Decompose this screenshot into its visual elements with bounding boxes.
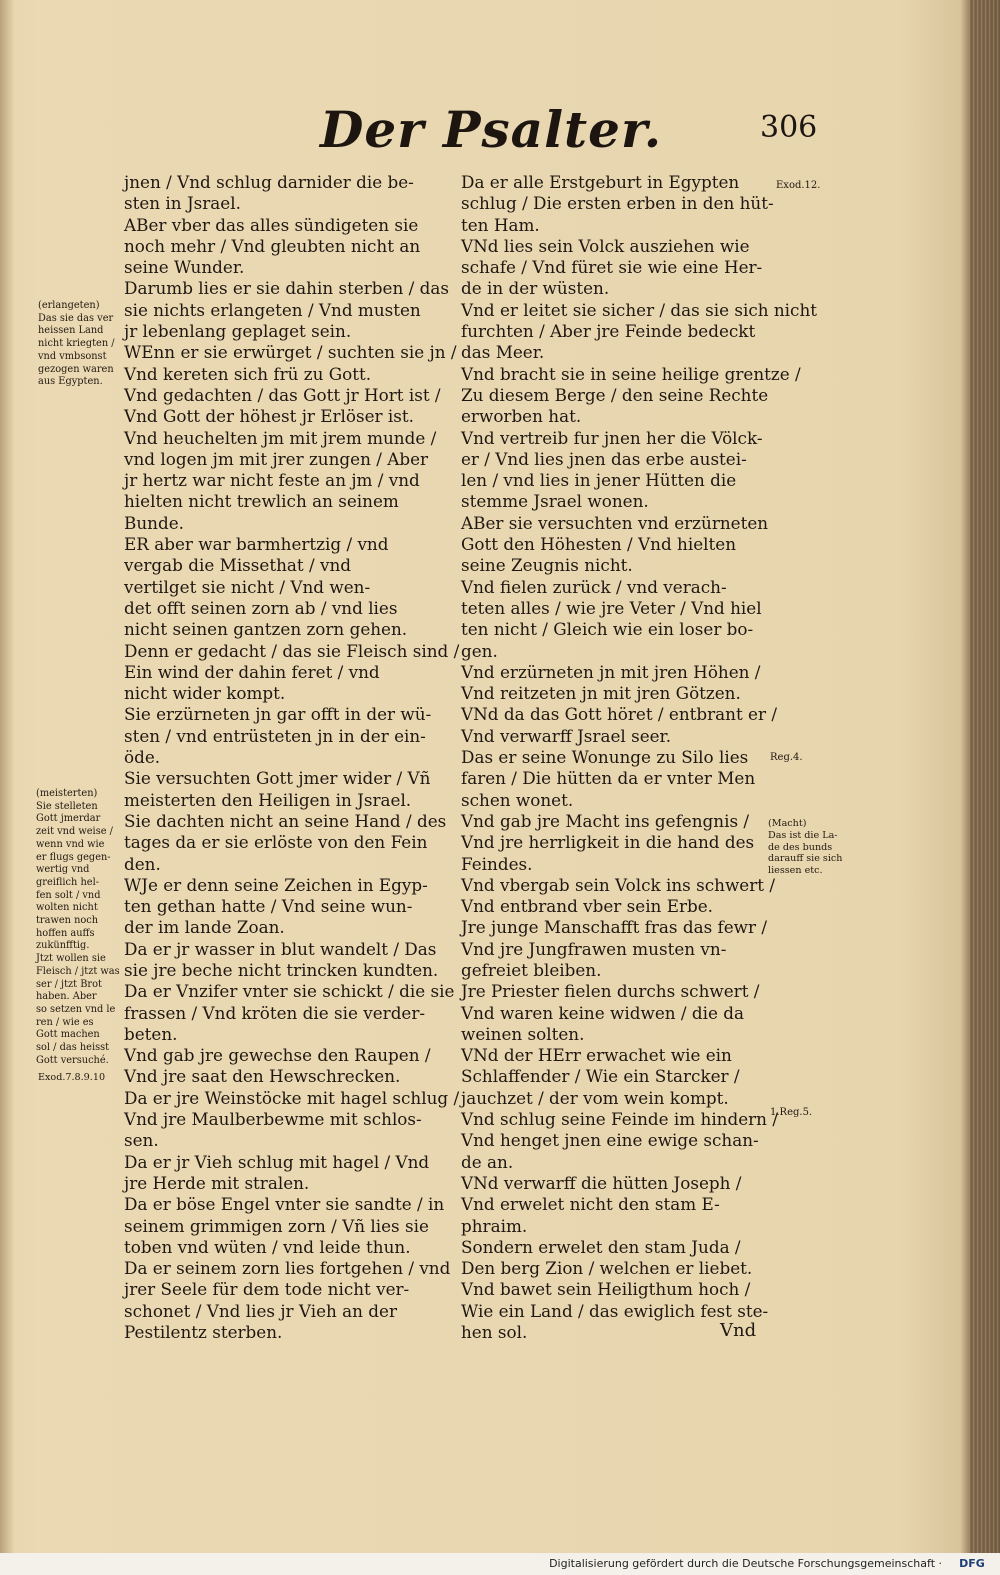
text-line: sten in Jsrael. — [124, 193, 241, 214]
text-line: faren / Die hütten da er vnter Men — [461, 768, 756, 789]
gloss-line: darauff sie sich — [768, 853, 843, 865]
text-line: Vnd erzürneten jn mit jren Höhen / — [461, 661, 761, 682]
text-line: beten. — [124, 1023, 178, 1044]
text-line: sie nichts erlangeten / Vnd musten — [124, 299, 421, 320]
text-line: Vnd verwarff Jsrael seer. — [461, 725, 672, 746]
gloss-line: wolten nicht — [36, 902, 98, 914]
text-line: Vnd erwelet nicht den stam E- — [461, 1194, 720, 1215]
text-line: Sie erzürneten jn gar offt in der wü- — [124, 704, 432, 725]
text-line: sten / vnd entrüsteten jn in der ein- — [124, 725, 426, 746]
text-line: Sondern erwelet den stam Juda / — [461, 1236, 741, 1257]
text-line: Denn er gedacht / das sie Fleisch sind / — [124, 640, 460, 661]
text-line: den. — [124, 853, 161, 874]
gloss-line: wenn vnd wie — [36, 838, 105, 850]
text-line: teten alles / wie jre Veter / Vnd hiel — [461, 597, 762, 618]
gloss-line: Sie stelleten — [36, 800, 98, 812]
text-line: das Meer. — [461, 342, 545, 363]
gloss-line: zeit vnd weise / — [36, 826, 113, 838]
text-line: Vnd gab jre gewechse den Raupen / — [124, 1045, 431, 1066]
text-line: vnd logen jm mit jrer zungen / Aber — [124, 448, 429, 469]
text-line: Bunde. — [124, 512, 184, 533]
page-edge — [970, 0, 1000, 1575]
gloss-line: ren / wie es — [36, 1016, 94, 1028]
gloss-line: ser / jtzt Brot — [36, 978, 102, 990]
margin-reference-exod12: Exod.12. — [776, 180, 821, 191]
text-line: WJe er denn seine Zeichen in Egyp- — [124, 874, 428, 895]
gloss-line: (meisterten) — [36, 788, 98, 799]
text-line: Das er seine Wonunge zu Silo lies — [461, 747, 749, 768]
text-line: schlug / Die ersten erben in den hüt- — [461, 193, 774, 214]
text-line: Vnd vertreib fur jnen her die Völck- — [461, 427, 763, 448]
text-line: hen sol. — [461, 1322, 528, 1343]
text-line: ABer sie versuchten vnd erzürneten — [461, 512, 769, 533]
gloss-line: fen solt / vnd — [36, 889, 101, 901]
margin-gloss-meisterten — [36, 788, 120, 1067]
text-line: de in der wüsten. — [461, 278, 610, 299]
text-line: Vnd bawet sein Heiligthum hoch / — [461, 1279, 751, 1300]
text-line: ten nicht / Gleich wie ein loser bo- — [461, 619, 754, 640]
text-line: Jre Priester fielen durchs schwert / — [461, 981, 760, 1002]
gloss-line: gezogen waren — [38, 363, 114, 375]
gloss-line: Fleisch / jtzt was — [36, 965, 120, 977]
gloss-line: Das ist die La- — [768, 829, 838, 841]
text-line: Gott den Höhesten / Vnd hielten — [461, 534, 736, 555]
gutter-shadow — [0, 0, 14, 1575]
text-line: weinen solten. — [461, 1023, 585, 1044]
text-line: VNd der HErr erwachet wie ein — [461, 1045, 732, 1066]
gloss-line: trawen noch — [36, 915, 99, 927]
text-line: gefreiet bleiben. — [461, 959, 602, 980]
text-line: Vnd kereten sich frü zu Gott. — [124, 363, 372, 384]
text-line: Pestilentz sterben. — [124, 1322, 283, 1343]
text-line: furchten / Aber jre Feinde bedeckt — [461, 321, 756, 342]
text-line: sen. — [124, 1130, 159, 1151]
text-line: hielten nicht trewlich an seinem — [124, 491, 399, 512]
gloss-line: Gott versuché. — [36, 1054, 109, 1066]
text-line: Sie dachten nicht an seine Hand / des — [124, 810, 447, 831]
gloss-line: wertig vnd — [36, 864, 90, 876]
text-line: Vnd jre saat den Hewschrecken. — [124, 1066, 401, 1087]
text-line: Sie versuchten Gott jmer wider / Vñ — [124, 768, 431, 789]
text-line: Da er Vnzifer vnter sie schickt / die sie — [124, 981, 455, 1002]
text-line: Da er seinem zorn lies fortgehen / vnd — [124, 1258, 451, 1279]
gloss-line: Gott jmerdar — [36, 813, 101, 825]
text-line: Darumb lies er sie dahin sterben / das — [124, 278, 449, 299]
text-line: Vnd vbergab sein Volck ins schwert / — [461, 874, 775, 895]
text-line: meisterten den Heiligen in Jsrael. — [124, 789, 412, 810]
text-line: nicht seinen gantzen zorn gehen. — [124, 619, 408, 640]
text-line: ABer vber das alles sündigeten sie — [124, 214, 419, 235]
text-line: der im lande Zoan. — [124, 917, 285, 938]
text-line: seine Zeugnis nicht. — [461, 555, 633, 576]
text-line: VNd da das Gott höret / entbrant er / — [461, 704, 777, 725]
text-line: Vnd schlug seine Feinde im hindern / — [461, 1109, 778, 1130]
text-line: Vnd gedachten / das Gott jr Hort ist / — [124, 384, 441, 405]
margin-gloss-macht — [768, 818, 842, 877]
footer-credit: Digitalisierung gefördert durch die Deutsche Forschungsgemeinschaft · — [0, 1553, 1000, 1575]
text-line: Vnd waren keine widwen / die da — [461, 1002, 745, 1023]
text-line: ten gethan hatte / Vnd seine wun- — [124, 896, 413, 917]
gloss-line: hoffen auffs — [36, 927, 95, 939]
gloss-line: Gott machen — [36, 1029, 100, 1041]
text-line: Da er jr wasser in blut wandelt / Das — [124, 938, 437, 959]
text-line: schen wonet. — [461, 789, 574, 810]
text-line: Wie ein Land / das ewiglich fest ste- — [461, 1300, 769, 1321]
gloss-line: de des bunds — [768, 841, 833, 853]
text-line: frassen / Vnd kröten die sie verder- — [124, 1002, 426, 1023]
gloss-line: liessen etc. — [768, 865, 823, 877]
text-line: stemme Jsrael wonen. — [461, 491, 649, 512]
text-line: Vnd bracht sie in seine heilige grentze / — [461, 363, 801, 384]
text-line: det offt seinen zorn ab / vnd lies — [124, 597, 398, 618]
page-title: Der Psalter. — [320, 100, 663, 159]
gloss-line: (erlangeten) — [38, 300, 100, 311]
gloss-line: vnd vmbsonst — [38, 350, 107, 362]
text-line: erworben hat. — [461, 406, 582, 427]
text-line: VNd verwarff die hütten Joseph / — [461, 1172, 742, 1193]
dfg-logo: DFG — [959, 1557, 985, 1570]
gloss-line: sol / das heisst — [36, 1042, 110, 1054]
gloss-line: er flugs gegen- — [36, 851, 111, 863]
margin-gloss-erlangeten — [38, 300, 115, 389]
gloss-line: Das sie das ver — [38, 312, 114, 324]
left-text-column — [124, 172, 460, 1343]
text-line: jrer Seele für dem tode nicht ver- — [124, 1279, 410, 1300]
text-line: Vnd jre Maulberbewme mit schlos- — [124, 1109, 422, 1130]
text-line: jr hertz war nicht feste an jm / vnd — [124, 470, 420, 491]
text-line: Schlaffender / Wie ein Starcker / — [461, 1066, 740, 1087]
text-line: Vnd jre Jungfrawen musten vn- — [461, 938, 727, 959]
text-line: Vnd er leitet sie sicher / das sie sich nicht — [461, 299, 817, 320]
gloss-line: haben. Aber — [36, 991, 97, 1003]
text-line: len / vnd lies in jener Hütten die — [461, 470, 737, 491]
text-line: sie jre beche nicht trincken kundten. — [124, 959, 439, 980]
text-line: Da er jr Vieh schlug mit hagel / Vnd — [124, 1151, 430, 1172]
text-line: öde. — [124, 747, 161, 768]
gloss-line: aus Egypten. — [38, 376, 103, 388]
gloss-line: so setzen vnd le — [36, 1003, 116, 1015]
text-line: Vnd fielen zurück / vnd verach- — [461, 576, 727, 597]
text-line: ten Ham. — [461, 214, 540, 235]
text-line: schonet / Vnd lies jr Vieh an der — [124, 1300, 398, 1321]
text-line: phraim. — [461, 1215, 528, 1236]
text-line: nicht wider kompt. — [124, 683, 286, 704]
text-line: vertilget sie nicht / Vnd wen- — [124, 576, 371, 597]
text-line: de an. — [461, 1151, 514, 1172]
text-line: WEnn er sie erwürget / suchten sie jn / — [124, 342, 457, 363]
text-line: VNd lies sein Volck ausziehen wie — [461, 235, 750, 256]
text-line: Da er alle Erstgeburt in Egypten — [461, 172, 740, 192]
text-line: Vnd reitzeten jn mit jren Götzen. — [461, 683, 741, 704]
text-line: seine Wunder. — [124, 257, 245, 278]
text-line: Vnd entbrand vber sein Erbe. — [461, 896, 713, 917]
gloss-line: zukünfftig. — [36, 940, 90, 952]
gloss-line: greiflich hel- — [36, 876, 100, 888]
text-line: Jre junge Manschafft fras das fewr / — [461, 917, 768, 938]
text-line: Da er jre Weinstöcke mit hagel schlug / — [124, 1087, 460, 1108]
text-line: noch mehr / Vnd gleubten nicht an — [124, 235, 421, 256]
text-line: jre Herde mit stralen. — [124, 1172, 310, 1193]
page-number: 306 — [760, 110, 818, 145]
text-line: Feindes. — [461, 853, 533, 874]
text-line: gen. — [461, 640, 498, 661]
text-line: Vnd gab jre Macht ins gefengnis / — [461, 810, 750, 831]
text-line: schafe / Vnd füret sie wie eine Her- — [461, 257, 763, 278]
text-line: vergab die Missethat / vnd — [124, 555, 351, 576]
margin-reference-1reg5: 1.Reg.5. — [770, 1107, 813, 1118]
text-line: Vnd jre herrligkeit in die hand des — [461, 832, 755, 853]
gloss-line: Jtzt wollen sie — [36, 953, 106, 965]
text-line: Ein wind der dahin feret / vnd — [124, 661, 380, 682]
text-line: jr lebenlang geplaget sein. — [124, 321, 352, 342]
text-line: Vnd Gott der höhest jr Erlöser ist. — [124, 406, 414, 427]
text-line: tages da er sie erlöste von den Fein — [124, 832, 428, 853]
catchword: Vnd — [720, 1320, 757, 1341]
gloss-line: heissen Land — [38, 325, 104, 337]
text-line: toben vnd wüten / vnd leide thun. — [124, 1236, 411, 1257]
margin-reference-reg4: Reg.4. — [770, 752, 803, 763]
gloss-line: nicht kriegten / — [38, 338, 115, 350]
text-line: ER aber war barmhertzig / vnd — [124, 534, 389, 555]
text-line: Den berg Zion / welchen er liebet. — [461, 1258, 753, 1279]
text-line: er / Vnd lies jnen das erbe austei- — [461, 448, 747, 469]
text-line: jauchzet / der vom wein kompt. — [461, 1087, 729, 1108]
text-line: Zu diesem Berge / den seine Rechte — [461, 384, 769, 405]
text-line: jnen / Vnd schlug darnider die be- — [124, 172, 414, 192]
text-line: Vnd henget jnen eine ewige schan- — [461, 1130, 759, 1151]
text-line: Vnd heuchelten jm mit jrem munde / — [124, 427, 437, 448]
text-line: seinem grimmigen zorn / Vñ lies sie — [124, 1215, 429, 1236]
text-line: Da er böse Engel vnter sie sandte / in — [124, 1194, 445, 1215]
margin-reference-exodus: Exod.7.8.9.10 — [38, 1072, 106, 1083]
gloss-line: (Macht) — [768, 818, 807, 829]
